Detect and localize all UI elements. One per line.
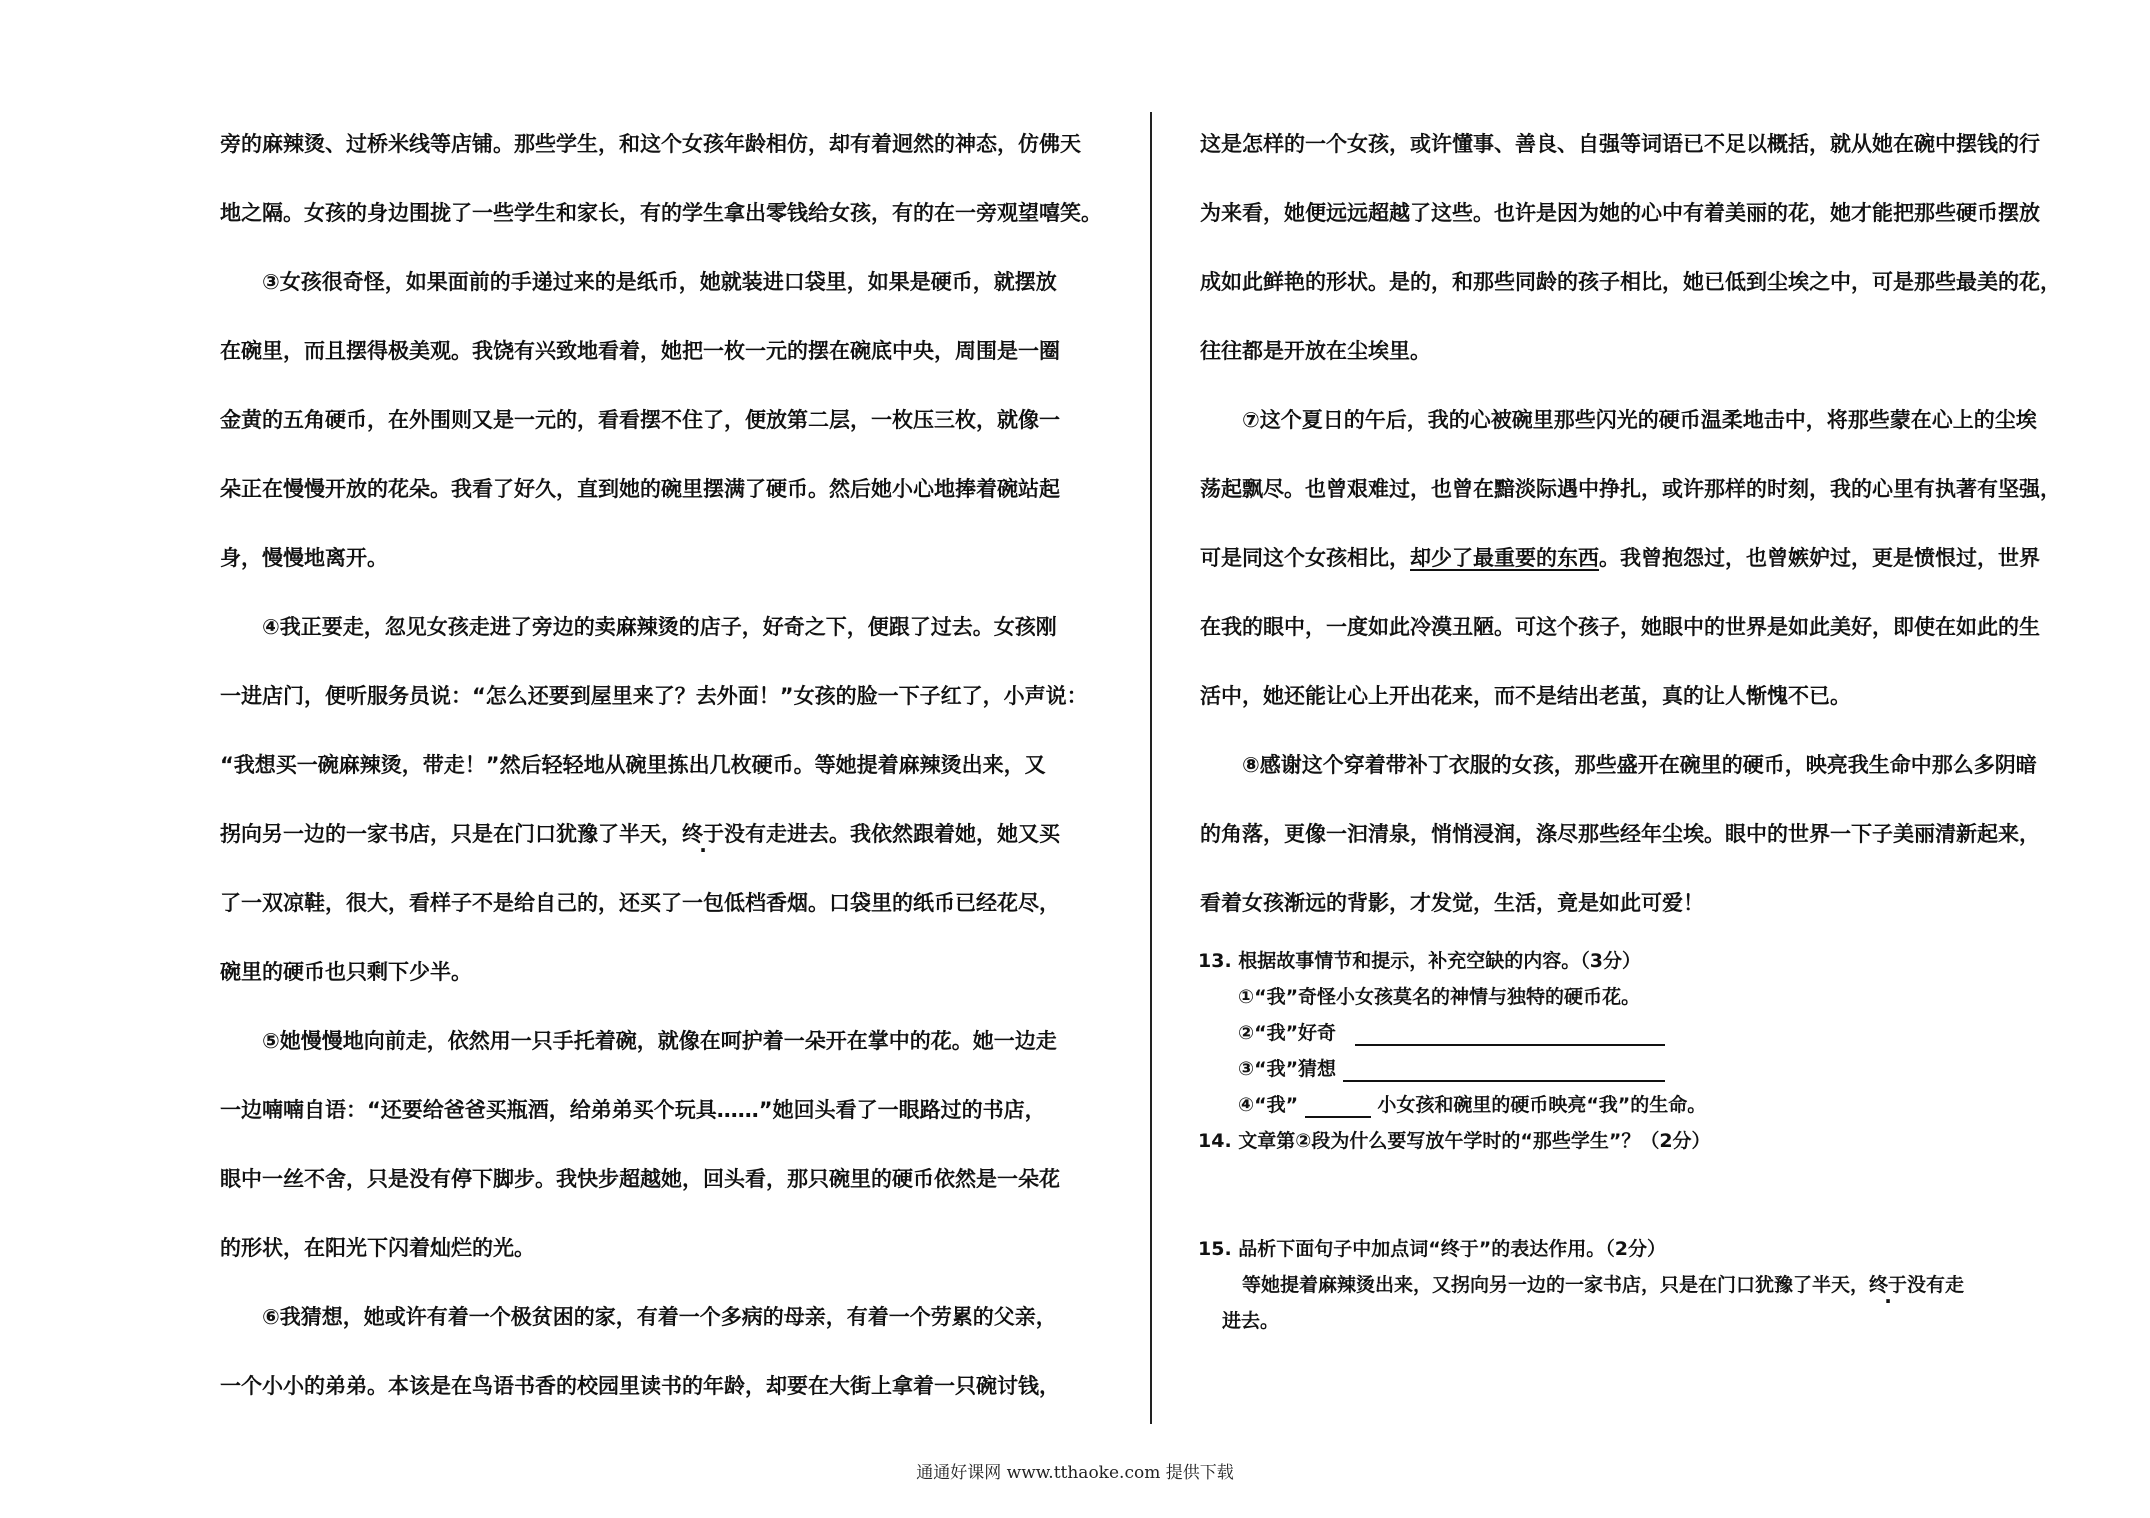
right-line-tail: 。我曾抱怨过，也曾嫉妒过，更是愤恨过，世界 <box>1599 546 2040 570</box>
right-text-line: ⑦这个夏日的午后，我的心被碗里那些闪光的硬币温柔地击中，将那些蒙在心上的尘埃 <box>1200 408 2037 432</box>
answer-blank-4[interactable] <box>1305 1094 1371 1118</box>
left-text-line: ③女孩很奇怪，如果面前的手递过来的是纸币，她就装进口袋里，如果是硬币，就摆放 <box>220 270 1057 294</box>
question-13-item-3 <box>1238 1056 1665 1082</box>
question-15-title: 15. 品析下面句子中加点词“终于”的表达作用。（2分） <box>1198 1238 1666 1260</box>
answer-blank-2[interactable] <box>1355 1022 1665 1046</box>
left-text-line: ⑥我猜想，她或许有着一个极贫困的家，有着一个多病的母亲，有着一个劳累的父亲， <box>220 1305 1057 1329</box>
left-text-line: 金黄的五角硬币，在外围则又是一元的，看看摆不住了，便放第二层，一枚压三枚，就像一 <box>220 408 1060 432</box>
left-text-line: “我想买一碗麻辣烫，带走！”然后轻轻地从碗里拣出几枚硬币。等她提着麻辣烫出来，又 <box>220 753 1046 777</box>
question-13-item-1: ①“我”奇怪小女孩莫名的神情与独特的硬币花。 <box>1238 986 1641 1008</box>
question-15-sentence-line-2: 进去。 <box>1222 1310 1280 1332</box>
question-13-item-2 <box>1238 1020 1665 1046</box>
question-13-item-4 <box>1238 1092 1706 1118</box>
left-line-tail: 没有走进去。我依然跟着她，她又买 <box>724 822 1060 846</box>
left-text-line: 一进店门，便听服务员说：“怎么还要到屋里来了？去外面！”女孩的脸一下子红了，小声说： <box>220 684 1088 708</box>
right-text-line <box>1200 544 2080 572</box>
left-text-line: ④我正要走，忽见女孩走进了旁边的卖麻辣烫的店子，好奇之下，便跟了过去。女孩刚 <box>220 615 1057 639</box>
left-text-line <box>220 820 1100 848</box>
question-13-title: 13. 根据故事情节和提示，补充空缺的内容。（3分） <box>1198 950 1641 972</box>
right-text-line: 为来看，她便远远超越了这些。也许是因为她的心中有着美丽的花，她才能把那些硬币摆放 <box>1200 201 2040 225</box>
right-text-line: ⑧感谢这个穿着带补丁衣服的女孩，那些盛开在碗里的硬币，映亮我生命中那么多阴暗 <box>1200 753 2037 777</box>
question-13-item-4-tail: 小女孩和碗里的硬币映亮“我”的生命。 <box>1377 1094 1707 1116</box>
right-text-line: 的角落，更像一汩清泉，悄悄浸润，涤尽那些经年尘埃。眼中的世界一下子美丽清新起来， <box>1200 822 2040 846</box>
right-text-line: 这是怎样的一个女孩，或许懂事、善良、自强等词语已不足以概括，就从她在碗中摆钱的行 <box>1200 132 2040 156</box>
right-text-line: 活中，她还能让心上开出花来，而不是结出老茧，真的让人惭愧不已。 <box>1200 684 1851 708</box>
right-text-line: 荡起飘尽。也曾艰难过，也曾在黯淡际遇中挣扎，或许那样的时刻，我的心里有执著有坚强， <box>1200 477 2061 501</box>
right-text-line: 往往都是开放在尘埃里。 <box>1200 339 1431 363</box>
left-text-line: 朵正在慢慢开放的花朵。我看了好久，直到她的碗里摆满了硬币。然后她小心地捧着碗站起 <box>220 477 1060 501</box>
question-13-item-3-text: ③“我”猜想 <box>1238 1058 1337 1080</box>
right-text-line: 成如此鲜艳的形状。是的，和那些同龄的孩子相比，她已低到尘埃之中，可是那些最美的花， <box>1200 270 2061 294</box>
left-text-line: 碗里的硬币也只剩下少半。 <box>220 960 472 984</box>
left-text-line: ⑤她慢慢地向前走，依然用一只手托着碗，就像在呵护着一朵开在掌中的花。她一边走 <box>220 1029 1057 1053</box>
dotted-word-text: 终于 <box>1869 1274 1908 1296</box>
left-line-head: 拐向另一边的一家书店，只是在门口犹豫了半天， <box>220 822 682 846</box>
left-text-line: 地之隔。女孩的身边围拢了一些学生和家长，有的学生拿出零钱给女孩，有的在一旁观望嘻笑。 <box>220 201 1102 225</box>
question-14-title: 14. 文章第②段为什么要写放午学时的“那些学生”？（2分） <box>1198 1130 1711 1152</box>
left-text-line: 的形状，在阳光下闪着灿烂的光。 <box>220 1236 535 1260</box>
right-text-line: 在我的眼中，一度如此冷漠丑陋。可这个孩子，她眼中的世界是如此美好，即使在如此的生 <box>1200 615 2040 639</box>
left-text-line: 旁的麻辣烫、过桥米线等店铺。那些学生，和这个女孩年龄相仿，却有着迥然的神态，仿佛天 <box>220 132 1081 156</box>
answer-blank-3[interactable] <box>1343 1058 1665 1082</box>
column-divider <box>1150 112 1152 1424</box>
right-text-line: 看着女孩渐远的背影，才发觉，生活，竟是如此可爱！ <box>1200 891 1704 915</box>
question-15-dotted-word <box>1869 1274 1907 1296</box>
underlined-phrase: 却少了最重要的东西 <box>1410 546 1599 570</box>
left-text-line: 一边喃喃自语：“还要给爸爸买瓶酒，给弟弟买个玩具……”她回头看了一眼路过的书店， <box>220 1098 1046 1122</box>
left-text-line: 一个小小的弟弟。本该是在鸟语书香的校园里读书的年龄，却要在大街上拿着一只碗讨钱， <box>220 1374 1060 1398</box>
left-text-line: 身，慢慢地离开。 <box>220 546 388 570</box>
page-footer: 通通好课网 www.tthaoke.com 提供下载 <box>916 1463 1234 1483</box>
question-13-item-2-text: ②“我”好奇 <box>1238 1022 1337 1044</box>
left-text-line: 在碗里，而且摆得极美观。我饶有兴致地看着，她把一枚一元的摆在碗底中央，周围是一圈 <box>220 339 1060 363</box>
question-15-sentence-head: 等她提着麻辣烫出来，又拐向另一边的一家书店，只是在门口犹豫了半天， <box>1242 1274 1870 1296</box>
question-15-sentence-tail: 没有走 <box>1907 1274 1965 1296</box>
question-15-sentence <box>1242 1272 1964 1298</box>
left-text-line: 了一双凉鞋，很大，看样子不是给自己的，还买了一包低档香烟。口袋里的纸币已经花尽， <box>220 891 1060 915</box>
question-13-item-4-head: ④“我” <box>1238 1094 1299 1116</box>
right-line-head: 可是同这个女孩相比， <box>1200 546 1410 570</box>
left-text-line: 眼中一丝不舍，只是没有停下脚步。我快步超越她，回头看，那只碗里的硬币依然是一朵花 <box>220 1167 1060 1191</box>
dotted-word-zhongyu: 终于 <box>682 822 724 846</box>
